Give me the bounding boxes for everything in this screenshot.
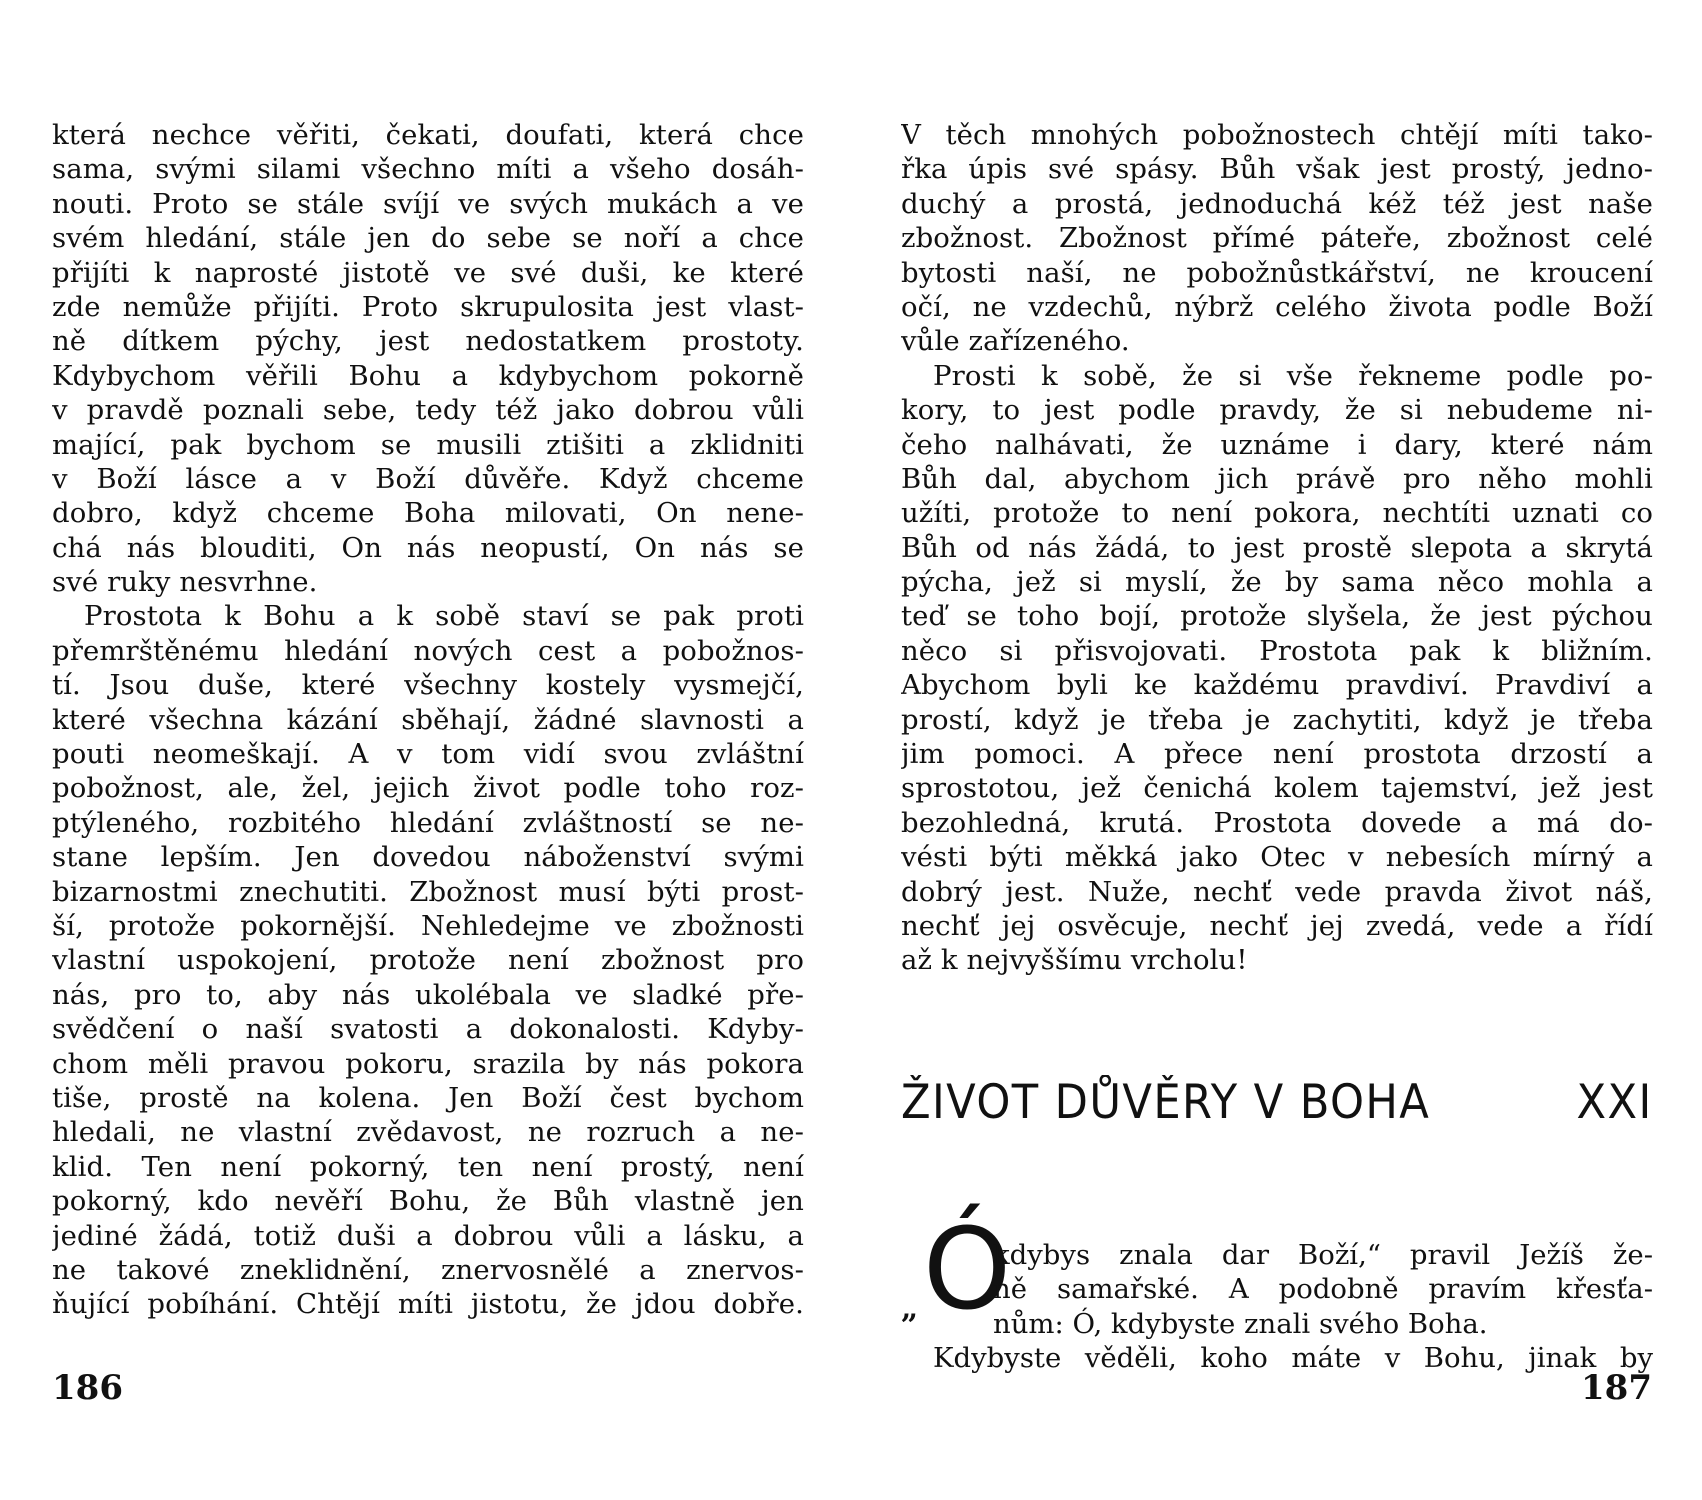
text-line: pobožnost, ale, žel, jejich život podle toho roz- [52, 772, 804, 805]
text-line: svém hledání, stále jen do sebe se noří a chce [52, 222, 804, 255]
text-line: něco si přisvojovati. Prostota pak k bližním. [901, 634, 1653, 667]
text-line: až k nejvyššímu vrcholu! [901, 944, 1248, 977]
text-line: hledali, ne vlastní zvědavost, ne rozruch a ne- [52, 1116, 804, 1149]
text-line: čeho nalhávati, že uznáme i dary, které nám [901, 428, 1653, 461]
text-line: Bůh od nás žádá, to jest prostě slepota a skrytá [901, 531, 1653, 564]
paragraph-continuation [901, 1341, 1653, 1375]
text-line: Kdybyste věděli, koho máte v Bohu, jinak by [933, 1342, 1653, 1374]
text-line: prostí, když je třeba je zachytiti, když je třeba [901, 703, 1653, 736]
text-line: dobrý jest. Nuže, nechť vede pravda život náš, [901, 875, 1653, 908]
left-page-text [52, 118, 804, 1322]
text-line: kdybys znala dar Boží,“ pravil Ježíš že- [993, 1239, 1653, 1271]
text-line: V těch mnohých pobožnostech chtějí míti tako- [901, 119, 1653, 151]
drop-cap-lines [993, 1238, 1653, 1341]
text-line: užíti, protože to není pokora, nechtíti uznati co [901, 497, 1653, 530]
drop-cap: Ó [923, 1205, 1012, 1335]
text-line: kory, to jest podle pravdy, že si nebudeme ni- [901, 394, 1653, 427]
right-page [851, 0, 1702, 1500]
text-line: duchý a prostá, jednoduchá kéž též jest naše [901, 187, 1653, 220]
text-line: přemrštěnému hledání nových cest a pobožnos- [52, 634, 804, 667]
text-line: přijíti k naprosté jistotě ve své duši, ke které [52, 256, 804, 289]
text-line: sama, svými silami všechno míti a všeho dosáh- [52, 153, 804, 186]
text-line: ně dítkem pýchy, jest nedostatkem prostoty. [52, 325, 804, 358]
text-line: jim pomoci. A přece není prostota drzostí a [901, 738, 1653, 771]
text-line: Bůh dal, abychom jich právě pro něho mohli [901, 462, 1653, 495]
text-line: vůle zařízeného. [901, 325, 1130, 358]
text-line: Abychom byli ke každému pravdiví. Pravdiví a [901, 669, 1653, 702]
text-line: ně samařské. A podobně pravím křesťa- [993, 1273, 1653, 1306]
right-page-text [901, 118, 1653, 978]
text-line: nás, pro to, aby nás ukolébala ve sladké pře- [52, 978, 804, 1011]
text-line: ne takové zneklidnění, znervosnělé a znervos- [52, 1253, 804, 1286]
text-line: pýcha, jež si myslí, že by sama něco mohla a [901, 566, 1653, 599]
text-line: stane lepším. Jen dovedou náboženství svými [52, 841, 804, 874]
text-line: teď se toho bojí, protože slyšela, že jest pýchou [901, 600, 1653, 633]
text-line: které všechna kázání sběhají, žádné slavnosti a [52, 703, 804, 736]
text-line: bizarnostmi znechutiti. Zbožnost musí býti prost- [52, 875, 804, 908]
text-line: chá nás blouditi, On nás neopustí, On nás se [52, 531, 804, 564]
text-line: řka úpis své spásy. Bůh však jest prostý, jedno- [901, 153, 1653, 186]
text-line: jediné žádá, totiž duši a dobrou vůli a lásku, a [52, 1219, 804, 1252]
text-line: ší, protože pokornější. Nehledejme ve zbožnosti [52, 909, 804, 942]
text-line: bezohledná, krutá. Prostota dovede a má do- [901, 806, 1653, 839]
text-line: nechť jej osvěcuje, nechť jej zvedá, vede a řídí [901, 909, 1653, 942]
text-line: chom měli pravou pokoru, srazila by nás pokora [52, 1047, 804, 1080]
text-line: dobro, když chceme Boha milovati, On nene- [52, 497, 804, 530]
text-line: své ruky nesvrhne. [52, 566, 318, 599]
chapter-heading [901, 1075, 1653, 1137]
text-line: nům: Ó, kdybyste znali svého Boha. [993, 1307, 1488, 1340]
text-line: sprostotou, jež čenichá kolem tajemství, jež jest [901, 772, 1653, 805]
text-line: bytosti naší, ne pobožnůstkářství, ne kroucení [901, 256, 1653, 289]
text-line: klid. Ten není pokorný, ten není prostý, není [52, 1150, 804, 1183]
page-number: 187 [1581, 1368, 1652, 1408]
text-line: mající, pak bychom se musili ztišiti a zklidniti [52, 428, 804, 461]
text-line: v Boží lásce a v Boží důvěře. Když chceme [52, 462, 804, 495]
page-number: 186 [52, 1368, 123, 1408]
text-line: Prostota k Bohu a k sobě staví se pak proti [84, 600, 804, 633]
text-line: očí, ne vzdechů, nýbrž celého života podle Boží [901, 290, 1653, 323]
text-line: Prosti k sobě, že si vše řekneme podle po- [933, 359, 1653, 392]
text-line: vésti býti měkká jako Otec v nebesích mírný a [901, 841, 1653, 874]
text-line: ňující pobíhání. Chtějí míti jistotu, že jdou dobře. [52, 1288, 804, 1321]
text-line: zde nemůže přijíti. Proto skrupulosita jest vlast- [52, 290, 804, 323]
text-line: ptýleného, rozbitého hledání zvláštností se ne- [52, 806, 804, 839]
text-line: která nechce věřiti, čekati, doufati, která chce [52, 119, 804, 151]
text-line: vlastní uspokojení, protože není zbožnost pro [52, 944, 804, 977]
text-line: Kdybychom věřili Bohu a kdybychom pokorně [52, 359, 804, 392]
text-line: tí. Jsou duše, které všechny kostely vysmejčí, [52, 669, 804, 702]
opening-quote-mark: „ [901, 1291, 919, 1326]
text-line: zbožnost. Zbožnost přímé páteře, zbožnost celé [901, 222, 1653, 255]
text-line: tiše, prostě na kolena. Jen Boží čest bychom [52, 1081, 804, 1114]
text-line: nouti. Proto se stále svíjí ve svých mukách a ve [52, 187, 804, 220]
text-line: svědčení o naší svatosti a dokonalosti. Kdyby- [52, 1013, 804, 1046]
chapter-title: ŽIVOT DŮVĚRY V BOHA [901, 1075, 1431, 1130]
text-line: pouti neomeškají. A v tom vidí svou zvláštní [52, 738, 804, 771]
text-line: pokorný, kdo nevěří Bohu, že Bůh vlastně jen [52, 1185, 804, 1218]
text-line: v pravdě poznali sebe, tedy též jako dobrou vůli [52, 394, 804, 427]
chapter-number: XXI [1576, 1075, 1653, 1130]
